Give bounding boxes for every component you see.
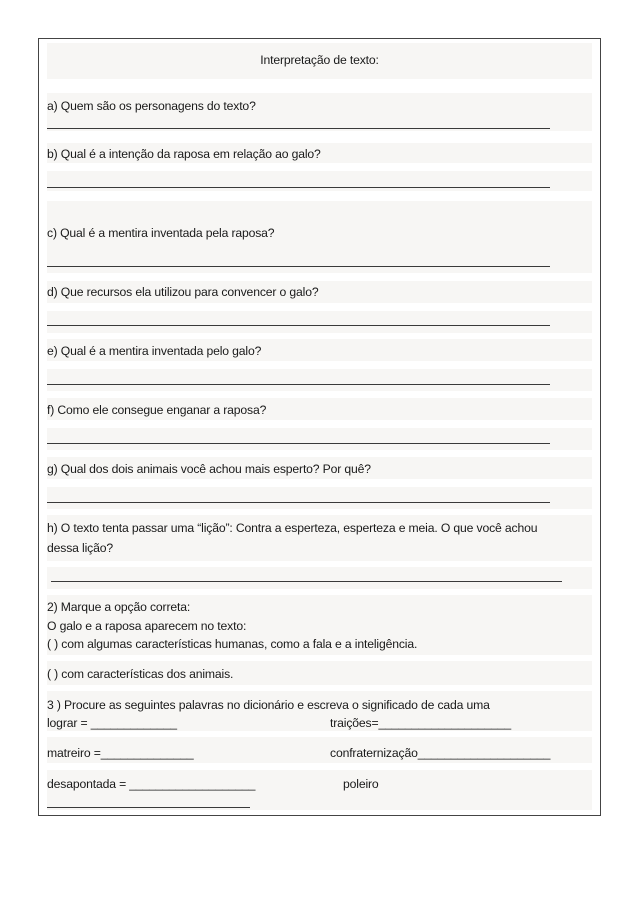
band-h-answer xyxy=(47,567,592,589)
option-1[interactable]: ( ) com algumas características humanas, como a fala e a inteligência. xyxy=(47,637,418,651)
answer-line-h[interactable] xyxy=(51,581,562,582)
question-3-prompt: 3 ) Procure as seguintes palavras no dicionário e escreva o significado de cada uma xyxy=(47,698,490,712)
answer-line-a[interactable] xyxy=(47,128,550,129)
answer-line-d[interactable] xyxy=(47,325,550,326)
worksheet-frame xyxy=(38,38,601,816)
answer-line-c[interactable] xyxy=(47,266,550,267)
word-poleiro: poleiro xyxy=(343,777,379,791)
answer-line-poleiro[interactable] xyxy=(47,807,250,808)
answer-line-f[interactable] xyxy=(47,443,550,444)
answer-line-e[interactable] xyxy=(47,384,550,385)
word-confraternizacao[interactable]: confraternização____________________ xyxy=(330,746,551,760)
question-2-intro: O galo e a raposa aparecem no texto: xyxy=(47,619,247,633)
question-e: e) Qual é a mentira inventada pelo galo? xyxy=(47,344,262,358)
question-c: c) Qual é a mentira inventada pela raposa? xyxy=(47,226,275,240)
word-traicoes[interactable]: traições=____________________ xyxy=(330,716,512,730)
band-f-answer xyxy=(47,428,592,450)
question-2-prompt: 2) Marque a opção correta: xyxy=(47,600,191,614)
question-f: f) Como ele consegue enganar a raposa? xyxy=(47,403,267,417)
option-2[interactable]: ( ) com características dos animais. xyxy=(47,667,234,681)
word-lograr[interactable]: lograr = _____________ xyxy=(47,716,177,730)
word-desapontada[interactable]: desapontada = ___________________ xyxy=(47,777,256,791)
answer-line-g[interactable] xyxy=(47,502,550,503)
word-matreiro[interactable]: matreiro =______________ xyxy=(47,746,194,760)
page-title: Interpretação de texto: xyxy=(260,53,379,67)
question-b: b) Qual é a intenção da raposa em relação ao galo? xyxy=(47,147,321,161)
question-h-line1: h) O texto tenta passar uma “lição”: Contra a esperteza, esperteza e meia. O que você achou xyxy=(47,521,538,535)
band-b-answer xyxy=(47,171,592,191)
question-h-line2: dessa lição? xyxy=(47,541,113,555)
answer-line-b[interactable] xyxy=(47,187,550,188)
band-e-answer xyxy=(47,369,592,391)
question-g: g) Qual dos dois animais você achou mais esperto? Por quê? xyxy=(47,462,371,476)
question-d: d) Que recursos ela utilizou para convencer o galo? xyxy=(47,285,319,299)
band-d-answer xyxy=(47,311,592,333)
band-g-answer xyxy=(47,487,592,509)
question-a: a) Quem são os personagens do texto? xyxy=(47,99,256,113)
